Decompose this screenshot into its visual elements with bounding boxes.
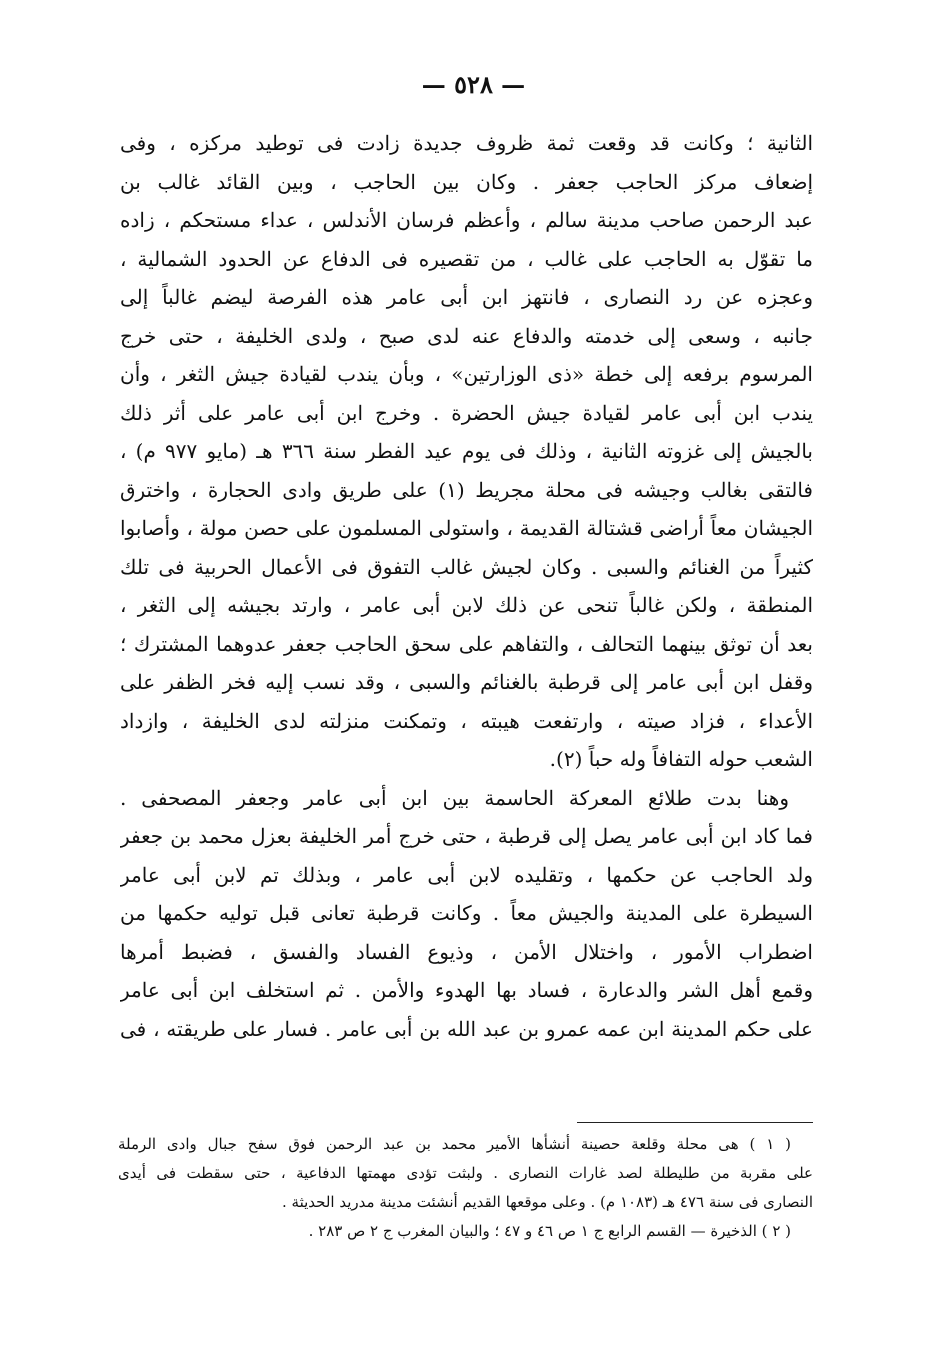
text-line: إضعاف مركز الحاجب جعفر . وكان بين الحاجب ، وبين القائد غالب بن xyxy=(120,169,813,194)
text-line: الجيشان معاً أراضى قشتالة القديمة ، واستولى المسلمون على حصن مولة ، وأصابوا xyxy=(120,516,813,540)
text-line: اضطراب الأمور ، واختلال الأمن ، وذيوع الفساد والفسق ، فضبط أمرها xyxy=(120,939,813,964)
text-line: ولد الحاجب عن حكمها ، وتقليده لابن أبى عامر ، وبذلك تم لابن أبى عامر xyxy=(120,862,813,887)
text-line: بعد أن توثق بينهما التحالف ، والتفاهم على سحق الحاجب جعفر عدوهما المشترك ؛ xyxy=(120,631,813,656)
main-text xyxy=(120,124,813,1048)
footnote-line: ( ٢ ) الذخيرة — القسم الرابع ج ١ ص ٤٦ و ٤٧ ؛ والبيان المغرب ج ٢ ص ٢٨٣ . xyxy=(308,1222,791,1240)
text-line: الشعب حوله التفافاً وله حباً (٢). xyxy=(549,747,813,771)
text-line: وقفل ابن أبى عامر إلى قرطبة بالغنائم والسبى ، وقد نسب إليه فخر الظفر على xyxy=(120,670,813,694)
footnote-line: ( ١ ) هى محلة وقلعة حصينة أنشأها الأمير محمد بن عبد الرحمن فوق سفح جبال وادى الرملة xyxy=(118,1135,792,1153)
text-line: الثانية ؛ وكانت قد وقعت ثمة ظروف جديدة زادت فى توطيد مركزه ، وفى xyxy=(120,131,813,155)
text-line: المنطقة ، ولكن غالباً تنحى عن ذلك لابن أبى عامر ، وارتد بجيشه إلى الثغر ، xyxy=(120,593,813,617)
text-line: السيطرة على المدينة والجيش معاً . وكانت قرطبة تعانى قبل توليه حكمها من xyxy=(120,901,813,925)
text-line: ما تقوّل به الحاجب على غالب ، من تقصيره فى الدفاع عن الحدود الشمالية ، xyxy=(120,246,813,271)
footnote-line: النصارى فى سنة ٤٧٦ هـ (١٠٨٣ م) . وعلى موقعها القديم أنشئت مدينة مدريد الحديثة . xyxy=(282,1193,813,1211)
text-line: يندب ابن أبى عامر لقيادة جيش الحضرة . وخرج ابن أبى عامر على أثر ذلك xyxy=(120,400,813,425)
page-number: — ٥٢٨ — xyxy=(421,70,526,99)
text-line: الأعداء ، فزاد صيته ، وارتفعت هيبته ، وتمكنت منزلته لدى الخليفة ، وازداد xyxy=(120,708,813,733)
text-line: جانبه ، وسعى إلى خدمته والدفاع عنه لدى صبح ، ولدى الخليفة ، حتى خرج xyxy=(120,323,813,348)
text-line: وهنا بدت طلائع المعركة الحاسمة بين ابن أبى عامر وجعفر المصحفى . xyxy=(120,785,790,810)
text-line: وعجزه عن رد النصارى ، فانتهز ابن أبى عامر هذه الفرصة ليضم غالباً إلى xyxy=(120,285,813,309)
footnote-line: على مقربة من طليطلة لصد غارات النصارى . ولبثت تؤدى مهمتها الدفاعية ، حتى سقطت فى أيدى xyxy=(118,1164,813,1182)
text-line: وقمع أهل الشر والدعارة ، فساد بها الهدوء والأمن . ثم استخلف ابن أبى عامر xyxy=(120,978,813,1002)
text-line: بالجيش إلى غزوته الثانية ، وذلك فى يوم عيد الفطر سنة ٣٦٦ هـ (مايو ٩٧٧ م) ، xyxy=(120,439,813,463)
text-line: كثيراً من الغنائم والسبى . وكان لجيش غالب التفوق فى الأعمال الحربية فى تلك xyxy=(120,554,813,579)
footnote-divider xyxy=(577,1122,813,1123)
text-line: عبد الرحمن صاحب مدينة سالم ، وأعظم فرسان الأندلس ، عداء مستحكم ، زاده xyxy=(120,208,813,232)
text-line: فما كاد ابن أبى عامر يصل إلى قرطبة ، حتى خرج أمر الخليفة بعزل محمد بن جعفر xyxy=(120,824,813,848)
text-line: المرسوم برفعه إلى خطة «ذى الوزارتين» ، وبأن يندب لقيادة جيش الثغر ، وأن xyxy=(120,362,813,386)
footnotes xyxy=(118,1130,813,1246)
text-line: فالتقى بغالب وجيشه فى محلة مجريط (١) على طريق وادى الحجارة ، واخترق xyxy=(120,477,813,502)
text-line: على حكم المدينة ابن عمه عمرو بن عبد الله بن أبى عامر . فسار على طريقته ، فى xyxy=(120,1016,813,1041)
